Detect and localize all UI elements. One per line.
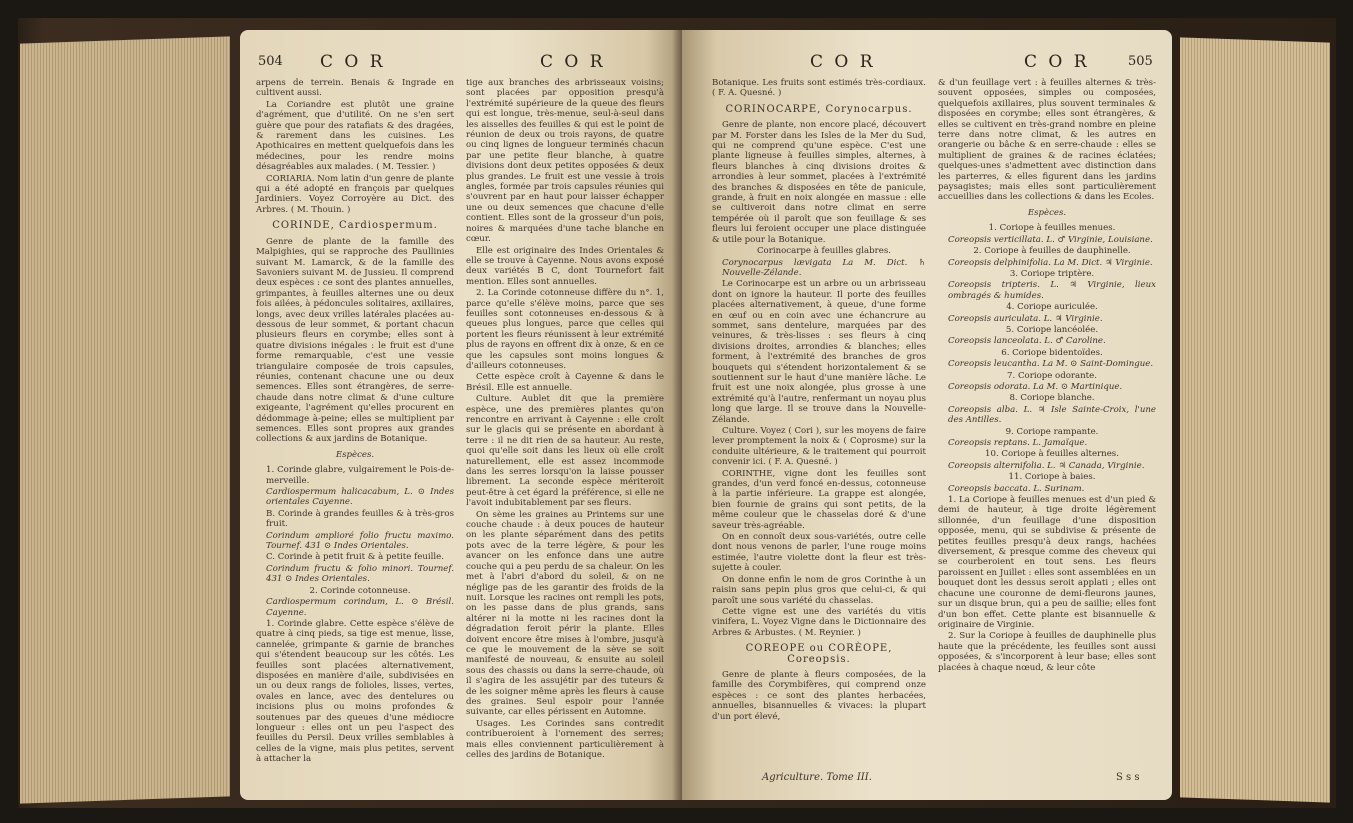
species-line: Corindum amplioré folio fructu maximo. Tournef. 431 ⊙ Indes Orientales. bbox=[266, 530, 454, 552]
species-line: 1. Corinde glabre, vulgairement le Pois-de-merveille. bbox=[266, 465, 454, 486]
paragraph: On sème les graines au Printems sur une couche chaude : à deux pouces de hauteur on les plante séparément dans des petits pots avec de la terre légère, & pour les avancer on les enfonce dans une autre couche qui a peu perdu de sa chaleur. On les met à l'abri d'abord du soleil, & on ne néglige pas de les garantir des froids de la nuit. Lorsque les racines ont rempli les pots, on les passe dans de plus grands, sans altérer ni la motte ni les racines dont la dégradation feroit périr la plante. Elles doivent encore être mises à l'ombre, jusqu'à ce que le mouvement de la sève se soit manifesté de nouveau, & ensuite au soleil sous des chassis ou dans la serre-chaude, où il s'agira de les assujétir par des tuteurs & de les soigner même après les fleurs à cause des graines. Seul espoir pour l'année suivante, car elles périssent en Automne. bbox=[466, 509, 664, 718]
species-line: Coreopsis alternifolia. L. ♃ Canada, Virginie. bbox=[948, 460, 1145, 471]
species-line: Coreopsis auriculata. L. ♃ Virginie. bbox=[948, 313, 1103, 324]
paragraph: Genre de plante, non encore placé, découvert par M. Forster dans les Isles de la Mer du Sud, qui ne comprend qu'une espèce. C'est une plante ligneuse à feuilles simples, alternes, à fleurs blanches à cinq divisions droites & arrondies à leur sommet, placées à l'extrémité des branches & disposées en tête de panicule, grande, à fruit en noix alongée en massue : elle se cultiveroit dans notre climat en serre tempérée où il paroît que son feuillage & ses fleurs lui feroient occuper une place distinguée & utile pour la Botanique. bbox=[712, 120, 926, 245]
species-line: 7. Coriope odorante. bbox=[1007, 370, 1097, 381]
paragraph: CORINTHE, vigne dont les feuilles sont grandes, d'un verd foncé en-dessus, cotonneuse à la partie inférieure. La grappe est alongée, bien fournie de grains qui sont petits, de la même couleur que le chasselas doré & d'une saveur très-agréable. bbox=[712, 468, 926, 531]
right-page bbox=[682, 30, 1172, 800]
entry-heading-corinde: CORINDE, Cardiospermum. bbox=[272, 220, 438, 232]
species-line: Corindum fructu & folio minori. Tournef. 431 ⊙ Indes Orientales. bbox=[266, 563, 454, 585]
paragraph: Le Corinocarpe est un arbre ou un arbrisseau dont on ignore la hauteur. Il porte des feuilles placées alternativement, à queue, d'une forme en œuf ou en coin avec une échancrure au sommet, sans dentelure, marquées par des veinures, & très-lisses : ses fleurs à cinq divisions droites, arrondies & blanches; elles forment, à l'extrémité des branches de gros bouquets qui s'étendent horizontalement & se soutiennent sur le haut d'une manière lâche. Le fruit est une noix alongée, plus grosse à une extrémité qu'à l'autre, renfermant un noyau plus long que large. Il se trouve dans la Nouvelle-Zélande. bbox=[712, 279, 926, 425]
species-line: Coreopsis delphinifolia. La M. Dict. ♃ Virginie. bbox=[948, 257, 1153, 268]
signature-mark: S s s bbox=[1116, 772, 1140, 783]
species-line: 2. Coriope à feuilles de dauphinelle. bbox=[973, 246, 1131, 257]
species-line: Coreopsis verticillata. L. ♂ Virginie, Louisiane. bbox=[948, 234, 1153, 245]
left-page bbox=[240, 30, 682, 800]
right-page-edges bbox=[1180, 37, 1330, 802]
paragraph: Cette vigne est une des variétés du vitis vinifera, L. Voyez Vigne dans le Dictionnaire des Arbres & Arbustes. ( M. Reynier. ) bbox=[712, 606, 926, 638]
paragraph: On donne enfin le nom de gros Corinthe à un raisin sans pepin plus gros que celui-ci, & qui paroît une sous variété du chasselas. bbox=[712, 574, 926, 606]
page-footer-volume: Agriculture. Tome III. bbox=[762, 772, 872, 783]
entry-heading-coreope: COREOPE ou CORÈOPE, Coreopsis. bbox=[745, 643, 893, 665]
species-line: 11. Coriope à baies. bbox=[1008, 472, 1096, 483]
species-line: 6. Coriope bidentoïdes. bbox=[1001, 347, 1103, 358]
species-line: B. Corinde à grandes feuilles & à très-gros fruit. bbox=[266, 508, 454, 530]
species-list bbox=[938, 223, 1156, 494]
paragraph: tige aux branches des arbrisseaux voisins; sont placées par opposition presqu'à l'extrémité supérieure de la queue des fleurs qui est longue, très-menue, seul-à-seul dans les aisselles des feuilles & qui est le point de réunion de deux ou trois rayons, de quatre ou cinq lignes de longueur terminés chacun par une petite fleur blanche, à quatre divisions dont deux petites opposées & deux plus grandes. Le fruit est une vessie à trois angles, formée par trois capsules réunies qui s'ouvrent par en haut pour laisser échapper une ou deux semences que chacune d'elle contient. Elles sont de la grosseur d'un pois, noires & marquées d'une tache blanche en cœur. bbox=[466, 78, 664, 245]
species-line: C. Corinde à petit fruit & à petite feuille. bbox=[266, 552, 444, 563]
running-head-left-b: C O R bbox=[540, 52, 606, 72]
species-line: 8. Coriope blanche. bbox=[1009, 393, 1095, 404]
especes-heading: Espèces. bbox=[1027, 207, 1067, 218]
page-number-right: 505 bbox=[1128, 54, 1153, 69]
species-line: Cardiospermum corindum, L. ⊙ Brésil. Cayenne. bbox=[266, 597, 454, 618]
especes-heading: Espèces. bbox=[335, 449, 375, 460]
species-line: Cardiospermum halicacabum, L. ⊙ Indes orientales Cayenne. bbox=[266, 487, 454, 508]
paragraph: Genre de plante de la famille des Malpighies, qui se rapproche des Paullinies suivant M. Lamarck, & de la famille des Savoniers suivant M. de Jussieu. Il comprend deux espèces : ce sont des plantes annuelles, grimpantes, à feuilles alternes une ou deux fois ailées, à pédoncules solitaires, axillaires, longs, avec deux vrilles latérales placées au-dessous de leur sommet, & portant chacun plusieurs fleurs en corymbe; elles sont à quatre divisions inégales : le fruit est d'une forme remarquable, c'est une vessie triangulaire composée de trois capsules, réunies, contenant chacune une ou deux semences. Elles sont étrangères, de serre-chaude dans notre climat & d'une culture exigeante, l'agrément qu'elles procurent en dédommage à-peine; elles se multiplient par semences. Elles sont propres aux grandes collections & aux jardins de Botanique. bbox=[256, 236, 454, 445]
species-line: 1. Coriope à feuilles menues. bbox=[988, 223, 1116, 234]
species-line: Coreopsis leucantha. La M. ⊙ Saint-Domingue. bbox=[948, 359, 1154, 370]
paragraph: & d'un feuillage vert : à feuilles alternes & très-souvent opposées, simples ou composées, quelquefois axillaires, plus souvent terminales & disposées en corymbe; elles sont étrangères, & elles se cultivent en très-grand nombre en pleine terre dans notre climat, & les autres en orangerie ou bâche & en serre-chaude : elles se multiplient de graines & de racines éclatées; quelques-unes s'admettent avec distinction dans les parterres, & elles figurent dans les jardins paysagistes; mais elles sont particulièrement accueillies dans les collections & dans les Ecoles. bbox=[938, 78, 1156, 203]
species-line: Coreopsis reptans. L. Jamaïque. bbox=[948, 438, 1088, 448]
species-line: 10. Coriope à feuilles alternes. bbox=[985, 449, 1119, 460]
paragraph: 1. Corinde glabre. Cette espèce s'élève de quatre à cinq pieds, sa tige est menue, lisse, cannelée, grimpante & garnie de branches qui s'étendent beaucoup sur les côtés. Les feuilles sont placées alternativement, disposées en manière d'aile, subdivisées en un ou deux rangs de folioles, lisses, vertes, ovales en lance, avec des dentelures ou incisions plus ou moins profondes & soutenues par des queues d'une médiocre longueur : elles ont un peu l'aspect des feuilles du Persil. Deux vrilles semblables à celles de la vigne, mais plus petites, servent à attacher la bbox=[256, 618, 454, 765]
running-head-right-b: C O R bbox=[1024, 52, 1090, 72]
running-head-left-a: C O R bbox=[320, 52, 386, 72]
species-line: Coreopsis odorata. La M. ⊙ Martinique. bbox=[948, 381, 1123, 392]
paragraph: On en connoît deux sous-variétés, outre celle dont nous venons de parler, l'une rouge moins estimée, l'autre violette dont la fleur est très-sujette à couler. bbox=[712, 532, 926, 574]
right-page-column-2 bbox=[938, 78, 1156, 674]
running-head-right-a: C O R bbox=[810, 52, 876, 72]
paragraph: Botanique. Les fruits sont estimés très-cordiaux. ( F. A. Quesné. ) bbox=[712, 78, 926, 99]
paragraph: Culture. Voyez ( Cori ), sur les moyens de faire lever promptement la noix & ( Coprosme) sur la conduite ultérieure, & le traitement qui pourroit convenir ici. ( F. A. Quesné. ) bbox=[712, 426, 926, 468]
species-line: Coreopsis tripteris. L. ♃ Virginie, lieux ombragés & humides. bbox=[948, 280, 1156, 301]
left-page-column-2 bbox=[466, 78, 664, 761]
entry-heading-corinocarpe: CORINOCARPE, Corynocarpus. bbox=[725, 103, 913, 115]
left-page-column-1 bbox=[256, 78, 454, 766]
paragraph: La Coriandre est plutôt une graine d'agrément, que d'utilité. On ne s'en sert guère que pour des ratafiats & des dragées, & rarement dans les cuisines. Les Apothicaires en mettent quelquefois dans les médecines, pour les rendre moins désagréables aux malades. ( M. Tessier. ) bbox=[256, 99, 454, 173]
right-page-column-1 bbox=[712, 78, 926, 723]
paragraph: CORIARIA. Nom latin d'un genre de plante qui a été adopté en françois par quelques Jardiniers. Voyez Corroyère au Dict. des Arbres. ( M. Thouin. ) bbox=[256, 173, 454, 215]
paragraph: Cette espèce croît à Cayenne & dans le Brésil. Elle est annuelle. bbox=[466, 372, 664, 393]
species-line: Coreopsis alba. L. ♃ Isle Sainte-Croix, l'une des Antilles. bbox=[948, 404, 1156, 426]
paragraph: Elle est originaire des Indes Orientales & elle se trouve à Cayenne. Nous avons exposé deux variétés B C, dont Tournefort fait mention. Elles sont annuelles. bbox=[466, 245, 664, 287]
species-line: 2. Corinde cotonneuse. bbox=[309, 585, 411, 596]
species-line: Coreopsis lanceolata. L. ♂ Caroline. bbox=[948, 336, 1106, 347]
species-line: 5. Coriope lancéolée. bbox=[1005, 324, 1099, 335]
species-line: Corinocarpe à feuilles glabres. bbox=[756, 246, 892, 257]
species-line: Corynocarpus lævigata La M. Dict. ♄ Nouvelle-Zélande. bbox=[722, 257, 926, 278]
page-number-left: 504 bbox=[258, 54, 283, 69]
paragraph: Culture. Aublet dit que la première espèce, une des premières plantes qu'on rencontre en arrivant à Cayenne : elle croît sur le glacis qui se présente en abordant à terre : il ne dit rien de sa hauteur. Au reste, quoi qu'elle soit dans les lieux où elle croît naturellement, elle est assez incommode dans les serres lorsqu'on la laisse pousser librement. La seconde espèce mériteroit peut-être à cet égard la préférence, si elle ne l'avoit indubitablement par ses fleurs. bbox=[466, 394, 664, 509]
paragraph: 1. La Coriope à feuilles menues est d'un pied & demi de hauteur, à tige droite légèrement sillonnée, d'un feuillage d'une disposition opposée, menu, qui se subdivise & présente de petites feuilles presqu'à deux rangs, hachées diversement, & presque comme des cheveux qui se courberoient en tout sens. Les fleurs paroissent en Juillet : elles sont assemblées en un bouquet dont les dessus seroit applati ; elles ont chacune une couronne de demi-fleurons jaunes, sur un disque brun, qui a peu de saillie; elles font d'un bon effet. Cette plante est bisannuelle & originaire de Virginie. bbox=[938, 495, 1156, 630]
species-line: 3. Coriope triptère. bbox=[1009, 268, 1095, 279]
species-line: 4. Coriope auriculée. bbox=[1006, 302, 1098, 313]
species-line: 9. Coriope rampante. bbox=[1005, 426, 1099, 437]
paragraph: Genre de plante à fleurs composées, de la famille des Corymbifères, qui comprend onze espèces : ce sont des plantes herbacées, annuelles, bisannuelles & vivaces: la plupart d'un port élevé, bbox=[712, 669, 926, 722]
paragraph: 2. La Corinde cotonneuse diffère du n°. 1, parce qu'elle s'élève moins, parce que ses feuilles sont cotonneuses en-dessous & à queues plus longues, parce que celles qui portent les fleurs réunissent à leur extrémité plus de rayons en offrent dix à onze, & en ce que les capsules sont moins longues & d'ailleurs cotonneuses. bbox=[466, 288, 664, 371]
species-line: Coreopsis baccata. L. Surinam. bbox=[948, 483, 1085, 494]
paragraph: 2. Sur la Coriope à feuilles de dauphinelle plus haute que la précédente, les feuilles sont aussi opposées, & s'incorporent à leur base; elles sont placées à chaque nœud, & leur côte bbox=[938, 631, 1156, 673]
paragraph: arpens de terrein. Benais & Ingrade en cultivent aussi. bbox=[256, 78, 454, 99]
left-page-edges bbox=[20, 36, 230, 803]
paragraph: Usages. Les Corindes sans contredit contribueroient à l'ornement des serres; mais elles conviennent particulièrement à celles des jardins de Botanique. bbox=[466, 718, 664, 760]
